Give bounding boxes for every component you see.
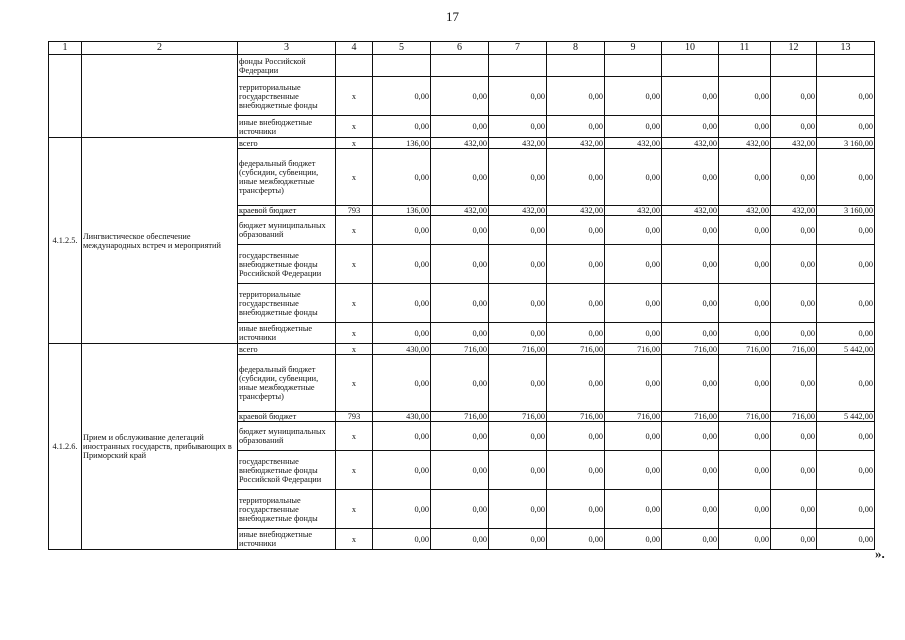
value-cell: 0,00 — [771, 149, 817, 206]
value-cell: 0,00 — [771, 216, 817, 245]
value-cell: 0,00 — [431, 355, 489, 412]
value-cell: 0,00 — [431, 245, 489, 284]
value-cell — [605, 55, 662, 77]
value-cell: 0,00 — [817, 490, 875, 529]
funding-source-cell: краевой бюджет — [238, 206, 336, 216]
header-cell: 2 — [82, 42, 238, 55]
funding-source-cell: государственные внебюджетные фонды Российской Федерации — [238, 451, 336, 490]
funding-source-cell: федеральный бюджет (субсидии, субвенции, иные межбюджетные трансферты) — [238, 149, 336, 206]
funding-source-cell: краевой бюджет — [238, 412, 336, 422]
value-cell: 0,00 — [662, 149, 719, 206]
value-cell: 432,00 — [431, 138, 489, 149]
value-cell: 0,00 — [489, 323, 547, 344]
value-cell: 0,00 — [771, 451, 817, 490]
header-cell: 12 — [771, 42, 817, 55]
table-row — [49, 55, 875, 77]
value-cell: 432,00 — [662, 138, 719, 149]
value-cell: 5 442,00 — [817, 412, 875, 422]
value-cell: 432,00 — [489, 206, 547, 216]
value-cell: 0,00 — [817, 245, 875, 284]
value-cell: 0,00 — [431, 451, 489, 490]
value-cell: 716,00 — [489, 412, 547, 422]
value-cell: 0,00 — [547, 216, 605, 245]
value-cell: 0,00 — [605, 284, 662, 323]
value-cell: 432,00 — [719, 206, 771, 216]
value-cell: 0,00 — [719, 216, 771, 245]
code-cell: х — [336, 216, 373, 245]
value-cell: 0,00 — [605, 116, 662, 138]
value-cell: 0,00 — [719, 490, 771, 529]
funding-source-cell: бюджет муниципальных образований — [238, 216, 336, 245]
value-cell: 0,00 — [719, 422, 771, 451]
value-cell: 0,00 — [605, 451, 662, 490]
code-cell: 793 — [336, 206, 373, 216]
value-cell: 432,00 — [489, 138, 547, 149]
value-cell: 0,00 — [489, 77, 547, 116]
value-cell: 432,00 — [431, 206, 489, 216]
value-cell: 432,00 — [771, 138, 817, 149]
value-cell: 3 160,00 — [817, 206, 875, 216]
value-cell: 0,00 — [547, 355, 605, 412]
funding-source-cell: территориальные государственные внебюджетные фонды — [238, 77, 336, 116]
value-cell: 0,00 — [547, 245, 605, 284]
value-cell: 5 442,00 — [817, 344, 875, 355]
value-cell: 0,00 — [373, 216, 431, 245]
header-cell: 10 — [662, 42, 719, 55]
value-cell: 0,00 — [662, 451, 719, 490]
header-cell: 8 — [547, 42, 605, 55]
header-cell: 4 — [336, 42, 373, 55]
value-cell: 0,00 — [662, 245, 719, 284]
funding-source-cell: федеральный бюджет (субсидии, субвенции, иные межбюджетные трансферты) — [238, 355, 336, 412]
value-cell: 432,00 — [771, 206, 817, 216]
code-cell: х — [336, 116, 373, 138]
code-cell — [336, 55, 373, 77]
value-cell: 0,00 — [719, 245, 771, 284]
value-cell: 0,00 — [719, 451, 771, 490]
funding-source-cell: всего — [238, 138, 336, 149]
header-cell: 9 — [605, 42, 662, 55]
value-cell: 716,00 — [605, 344, 662, 355]
value-cell: 0,00 — [662, 490, 719, 529]
value-cell: 0,00 — [662, 422, 719, 451]
value-cell: 0,00 — [373, 284, 431, 323]
value-cell: 0,00 — [771, 355, 817, 412]
value-cell: 0,00 — [431, 284, 489, 323]
value-cell: 0,00 — [431, 323, 489, 344]
value-cell: 0,00 — [605, 355, 662, 412]
value-cell: 0,00 — [771, 422, 817, 451]
value-cell: 0,00 — [771, 77, 817, 116]
value-cell — [547, 55, 605, 77]
code-cell: 793 — [336, 412, 373, 422]
value-cell: 0,00 — [605, 245, 662, 284]
item-number-cell: 4.1.2.5. — [49, 138, 82, 344]
code-cell: х — [336, 323, 373, 344]
code-cell: х — [336, 529, 373, 550]
value-cell: 0,00 — [817, 116, 875, 138]
funding-source-cell: иные внебюджетные источники — [238, 323, 336, 344]
value-cell: 0,00 — [547, 77, 605, 116]
value-cell: 0,00 — [771, 323, 817, 344]
value-cell: 0,00 — [719, 529, 771, 550]
value-cell: 0,00 — [771, 490, 817, 529]
header-cell: 5 — [373, 42, 431, 55]
value-cell: 0,00 — [547, 323, 605, 344]
blank-cell — [82, 55, 238, 138]
value-cell — [373, 55, 431, 77]
value-cell — [817, 55, 875, 77]
value-cell: 0,00 — [431, 529, 489, 550]
value-cell: 0,00 — [605, 216, 662, 245]
value-cell — [489, 55, 547, 77]
value-cell: 0,00 — [547, 116, 605, 138]
item-name-cell: Лингвистическое обеспечение международных встреч и мероприятий — [82, 138, 238, 344]
value-cell: 432,00 — [662, 206, 719, 216]
code-cell: х — [336, 245, 373, 284]
value-cell: 432,00 — [605, 206, 662, 216]
funding-source-cell: территориальные государственные внебюджетные фонды — [238, 490, 336, 529]
value-cell: 716,00 — [719, 344, 771, 355]
budget-table — [48, 41, 875, 550]
value-cell: 0,00 — [489, 284, 547, 323]
code-cell: х — [336, 138, 373, 149]
value-cell: 716,00 — [605, 412, 662, 422]
value-cell: 0,00 — [662, 355, 719, 412]
value-cell: 716,00 — [662, 412, 719, 422]
value-cell: 0,00 — [431, 77, 489, 116]
value-cell: 0,00 — [373, 355, 431, 412]
value-cell: 0,00 — [662, 77, 719, 116]
header-cell: 13 — [817, 42, 875, 55]
code-cell: х — [336, 149, 373, 206]
value-cell: 0,00 — [605, 323, 662, 344]
value-cell: 0,00 — [489, 216, 547, 245]
value-cell: 0,00 — [547, 529, 605, 550]
value-cell: 0,00 — [605, 490, 662, 529]
value-cell: 0,00 — [489, 116, 547, 138]
value-cell: 0,00 — [719, 149, 771, 206]
value-cell: 0,00 — [719, 116, 771, 138]
value-cell — [431, 55, 489, 77]
value-cell: 716,00 — [771, 344, 817, 355]
value-cell: 0,00 — [431, 490, 489, 529]
value-cell: 0,00 — [373, 422, 431, 451]
value-cell: 432,00 — [605, 138, 662, 149]
value-cell: 716,00 — [547, 344, 605, 355]
code-cell: х — [336, 451, 373, 490]
value-cell: 0,00 — [431, 116, 489, 138]
code-cell: х — [336, 77, 373, 116]
funding-source-cell: территориальные государственные внебюджетные фонды — [238, 284, 336, 323]
item-name-cell: Прием и обслуживание делегаций иностранных государств, прибывающих в Приморский край — [82, 344, 238, 550]
value-cell: 0,00 — [662, 323, 719, 344]
value-cell: 0,00 — [719, 323, 771, 344]
value-cell — [719, 55, 771, 77]
value-cell: 0,00 — [547, 451, 605, 490]
blank-cell — [49, 55, 82, 138]
value-cell: 0,00 — [605, 149, 662, 206]
header-cell: 1 — [49, 42, 82, 55]
funding-source-cell: государственные внебюджетные фонды Российской Федерации — [238, 245, 336, 284]
table-row — [49, 344, 875, 355]
value-cell: 432,00 — [719, 138, 771, 149]
value-cell: 0,00 — [719, 77, 771, 116]
value-cell: 0,00 — [817, 323, 875, 344]
value-cell: 430,00 — [373, 412, 431, 422]
header-row — [49, 42, 875, 55]
funding-source-cell: иные внебюджетные источники — [238, 116, 336, 138]
value-cell: 0,00 — [817, 529, 875, 550]
funding-source-cell: фонды Российской Федерации — [238, 55, 336, 77]
value-cell: 0,00 — [373, 116, 431, 138]
value-cell: 0,00 — [662, 116, 719, 138]
value-cell: 0,00 — [489, 529, 547, 550]
value-cell: 0,00 — [547, 149, 605, 206]
code-cell: х — [336, 422, 373, 451]
header-cell: 6 — [431, 42, 489, 55]
value-cell: 0,00 — [373, 323, 431, 344]
value-cell: 0,00 — [817, 149, 875, 206]
value-cell: 0,00 — [373, 77, 431, 116]
funding-source-cell: бюджет муниципальных образований — [238, 422, 336, 451]
value-cell: 0,00 — [547, 284, 605, 323]
value-cell: 0,00 — [547, 490, 605, 529]
value-cell: 0,00 — [373, 490, 431, 529]
value-cell: 0,00 — [489, 451, 547, 490]
value-cell: 0,00 — [605, 422, 662, 451]
value-cell: 716,00 — [771, 412, 817, 422]
value-cell: 0,00 — [489, 355, 547, 412]
value-cell: 0,00 — [817, 355, 875, 412]
code-cell: х — [336, 355, 373, 412]
value-cell: 432,00 — [547, 206, 605, 216]
table-row — [49, 138, 875, 149]
closing-quote-mark: ». — [875, 546, 885, 561]
value-cell: 0,00 — [771, 529, 817, 550]
value-cell: 0,00 — [817, 216, 875, 245]
value-cell — [771, 55, 817, 77]
value-cell: 0,00 — [771, 245, 817, 284]
value-cell: 716,00 — [431, 344, 489, 355]
value-cell: 0,00 — [662, 216, 719, 245]
value-cell: 716,00 — [547, 412, 605, 422]
value-cell: 136,00 — [373, 206, 431, 216]
item-number-cell: 4.1.2.6. — [49, 344, 82, 550]
value-cell — [662, 55, 719, 77]
value-cell: 0,00 — [605, 529, 662, 550]
value-cell: 0,00 — [719, 284, 771, 323]
value-cell: 0,00 — [489, 490, 547, 529]
value-cell: 0,00 — [373, 149, 431, 206]
value-cell: 0,00 — [719, 355, 771, 412]
value-cell: 430,00 — [373, 344, 431, 355]
value-cell: 0,00 — [489, 422, 547, 451]
header-cell: 11 — [719, 42, 771, 55]
code-cell: х — [336, 344, 373, 355]
value-cell: 0,00 — [817, 422, 875, 451]
value-cell: 0,00 — [771, 284, 817, 323]
value-cell: 716,00 — [489, 344, 547, 355]
value-cell: 0,00 — [817, 284, 875, 323]
code-cell: х — [336, 284, 373, 323]
value-cell: 0,00 — [662, 529, 719, 550]
value-cell: 0,00 — [431, 149, 489, 206]
value-cell: 0,00 — [373, 529, 431, 550]
header-cell: 3 — [238, 42, 336, 55]
value-cell: 432,00 — [547, 138, 605, 149]
value-cell: 0,00 — [373, 245, 431, 284]
value-cell: 0,00 — [771, 116, 817, 138]
funding-source-cell: иные внебюджетные источники — [238, 529, 336, 550]
value-cell: 136,00 — [373, 138, 431, 149]
value-cell: 716,00 — [719, 412, 771, 422]
page-number: 17 — [446, 9, 459, 24]
funding-source-cell: всего — [238, 344, 336, 355]
value-cell: 3 160,00 — [817, 138, 875, 149]
header-cell: 7 — [489, 42, 547, 55]
table-body — [49, 55, 875, 550]
value-cell: 0,00 — [373, 451, 431, 490]
value-cell: 0,00 — [489, 245, 547, 284]
value-cell: 0,00 — [431, 422, 489, 451]
value-cell: 0,00 — [605, 77, 662, 116]
value-cell: 0,00 — [547, 422, 605, 451]
value-cell: 0,00 — [489, 149, 547, 206]
value-cell: 0,00 — [817, 77, 875, 116]
value-cell: 716,00 — [662, 344, 719, 355]
value-cell: 0,00 — [817, 451, 875, 490]
value-cell: 0,00 — [662, 284, 719, 323]
value-cell: 0,00 — [431, 216, 489, 245]
code-cell: х — [336, 490, 373, 529]
value-cell: 716,00 — [431, 412, 489, 422]
